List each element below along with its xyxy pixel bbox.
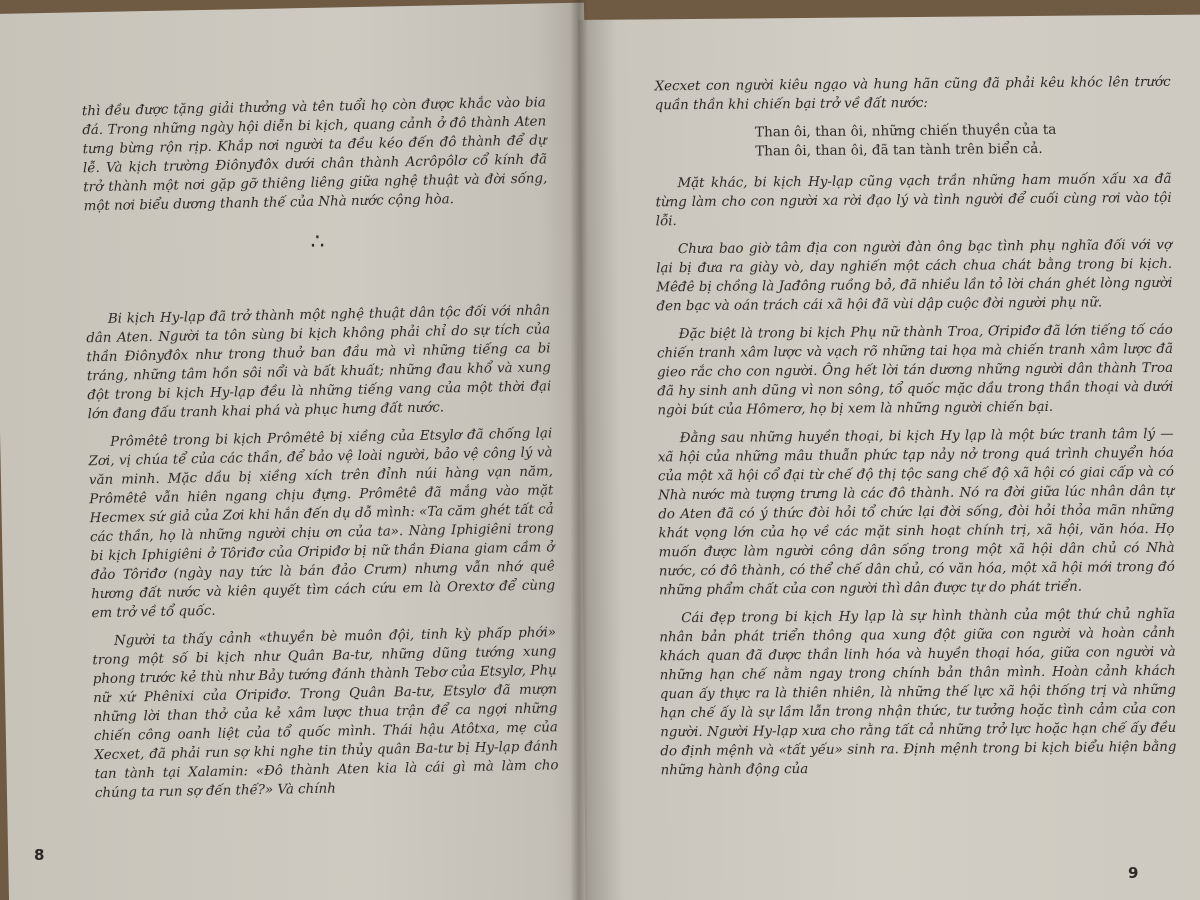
left-paragraph-3: Prômêtê trong bi kịch Prômêtê bị xiềng của Etsylơ đã chống lại Zơi, vị chúa tể của các thần, để bảo vệ loài người, bảo vệ công lý và văn minh. Mặc dầu bị xiềng xích trên đỉnh núi hàng vạn năm, Prômêtê vẫn hiên ngang chịu đựng. Prômêtê đã mắng vào mặt Hecmex sứ giả của Zơi khi hắn đến dụ dỗ mình: «Ta căm ghét tất cả các thần, họ là những người chịu ơn của ta». Nàng Iphigiêni trong bi kịch Iphigiêni ở Tôriđơ của Ơripiđơ bị nữ thần Điana giam cầm ở đảo Tôriđơ (ngày nay tức là bán đảo Crưm) nhưng vẫn nhớ quê hương đất nước và kiên quyết tìm cách cứu em là Orextơ để cùng em trở về tổ quốc.: [88, 426, 556, 622]
right-paragraph-4: Đặc biệt là trong bi kịch Phụ nữ thành Troa, Ơripiđơ đã lớn tiếng tố cáo chiến tranh xâm lược và vạch rõ những tai họa mà chiến tranh xâm lược đã gieo rắc cho con người. Ông hết lời tán dương những người dân thành Troa đã hy sinh anh dũng vì non sông, tổ quốc mặc dầu trong thần thoại và dưới ngòi bút của Hômerơ, họ bị xem là những người chiến bại.: [656, 322, 1174, 419]
left-page: [0, 3, 601, 900]
verse-quote: [755, 120, 1171, 162]
section-separator: ∴: [310, 229, 323, 255]
right-paragraph-6: Cái đẹp trong bi kịch Hy lạp là sự hình thành của một thứ chủ nghĩa nhân bản phát triển thông qua xung đột giữa con người và hoàn cảnh khách quan đã được thần linh hóa và huyền thoại hóa, giữa con người và những hạn chế nằm ngay trong chính bản thân mình. Hoàn cảnh khách quan ấy thực ra là thiên nhiên, là những thế lực xã hội thống trị và những hạn chế ấy là sự lầm lẫn trong nhận thức, tư tưởng hoặc tình cảm của con người. Người Hy-lạp xưa cho rằng tất cả những trở lực hoặc hạn chế ấy đều do định mệnh và «tất yếu» sinh ra. Định mệnh trong bi kịch biểu hiện bằng những hành động của: [659, 606, 1177, 779]
right-page: [578, 14, 1200, 900]
left-paragraph-1: thì đều được tặng giải thưởng và tên tuổi họ còn được khắc vào bia đá. Trong những ngày hội diễn bi kịch, quang cảnh ở đô thành Aten tưng bừng rộn rịp. Khắp nơi người ta đều kéo đến đô thành để dự lễ. Và kịch trường Điônyđôx dưới chân thành Acrôpôlơ cổ kính đã trở thành một nơi gặp gỡ thiêng liêng giữa nghệ thuật và đời sống, một nơi biểu dương thanh thế của Nhà nước cộng hòa.: [81, 95, 548, 215]
book-spine-shadow: [570, 0, 588, 900]
right-paragraph-1: Xecxet con người kiêu ngạo và hung hãn cũng đã phải kêu khóc lên trước quần thần khi chiến bại trở về đất nước:: [654, 74, 1171, 114]
page-number-right: 9: [1128, 864, 1139, 882]
verse-line-1: Than ôi, than ôi, những chiến thuyền của ta: [754, 121, 1057, 141]
left-paragraph-4: Người ta thấy cảnh «thuyền bè muôn đội, tinh kỳ phấp phới» trong một số bi kịch như Quân Ba-tư, những dũng tướng xung phong trước kẻ thù như Bảy tướng đánh thành Tebơ của Etsylơ, Phụ nữ xứ Phênixi của Ơripiđơ. Trong Quân Ba-tư, Etsylơ đã mượn những lời than thở của kẻ xâm lược thua trận để ca ngợi những chiến công oanh liệt của tổ quốc mình. Thái hậu Atôtxa, mẹ của Xecxet, đã phải run sợ khi nghe tin thủy quân Ba-tư bị Hy-lạp đánh tan tành tại Xalamin: «Đô thành Aten kia là cái gì mà làm cho chúng ta run sợ đến thế?» Và chính: [92, 625, 559, 802]
left-paragraph-2: Bi kịch Hy-lạp đã trở thành một nghệ thuật dân tộc đối với nhân dân Aten. Người ta tôn sùng bi kịch không phải chỉ do sự tích của thần Điônyđôx như trong thuở ban đầu mà vì những tiếng ca bi tráng, những tâm hồn sôi nổi và bất khuất; những đau khổ và xung đột trong bi kịch Hy-lạp đều là những tiếng vang của một thời đại lớn đang đấu tranh khai phá và phục hưng đất nước.: [86, 303, 552, 423]
right-paragraph-3: Chưa bao giờ tâm địa con người đàn ông bạc tình phụ nghĩa đối với vợ lại bị đưa ra giày vò, day nghiến một cách chua chát bằng trong bi kịch. Mêđê bị chồng là Jađông ruồng bỏ, đã nhiều lần tỏ lời chán ghét lòng người đen bạc và oán trách cái xã hội đã vùi dập cuộc đời người phụ nữ.: [656, 237, 1173, 315]
verse-line-2: Than ôi, than ôi, đã tan tành trên biển cả.: [755, 140, 1043, 160]
page-number-left: 8: [34, 846, 45, 864]
right-paragraph-5: Đằng sau những huyền thoại, bi kịch Hy lạp là một bức tranh tâm lý — xã hội của những mâu thuẫn phức tạp nảy nở trong quá trình chuyển hóa của một xã hội cổ đại từ chế độ thị tộc sang chế độ xã hội có giai cấp và có Nhà nước mà tượng trưng là các đô thành. Nó ra đời giữa lúc nhân dân tự do Aten đã có ý thức đòi hỏi tổ chức lại đời sống, đòi hỏi thỏa mãn những khát vọng lớn của họ về các mặt sinh hoạt chính trị, xã hội, văn hóa. Họ muốn được làm người công dân sống trong một xã hội dân chủ có Nhà nước, có đô thành, có thể chế dân chủ, có văn hóa, một xã hội mới trong đó những phẩm chất của con người thì dân được tự do phát triển.: [657, 426, 1175, 599]
right-paragraph-2: Mặt khác, bi kịch Hy-lạp cũng vạch trần những ham muốn xấu xa đã từng làm cho con người xa rời đạo lý và tình người để cuối cùng rơi vào tội lỗi.: [655, 171, 1172, 230]
